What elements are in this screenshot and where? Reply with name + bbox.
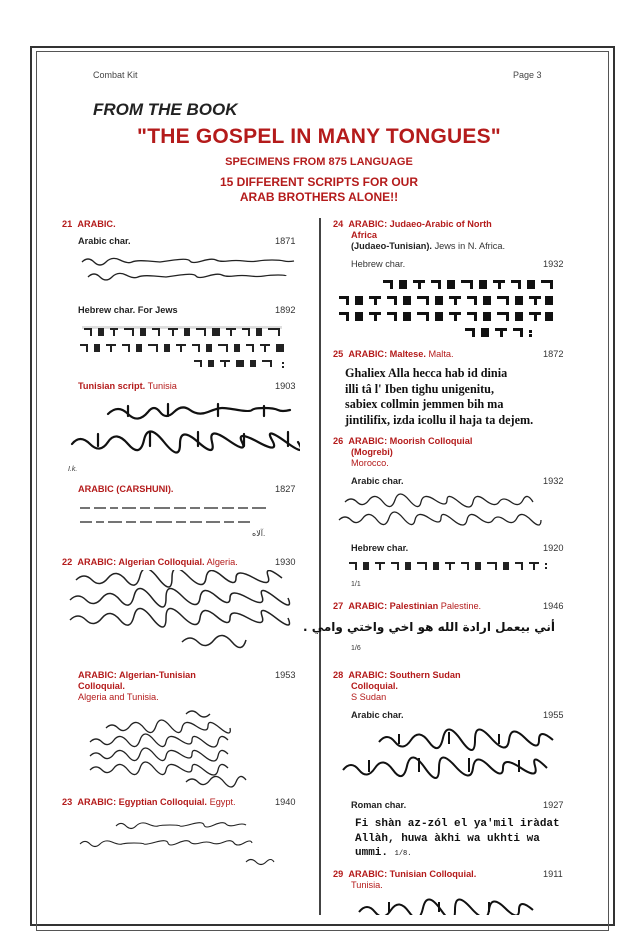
entry-27-heading [333, 601, 481, 612]
entry-21-script-2: Hebrew char. For Jews [78, 305, 178, 315]
entry-21-year-3: 1903 [275, 381, 296, 391]
subtitle-3: ARAB BROTHERS ALONE!! [239, 190, 399, 204]
egyptian-text-image [76, 816, 298, 872]
entry-26-script-2: Hebrew char. [351, 543, 409, 553]
entry-21-script-4: ARABIC (CARSHUNI). [78, 484, 174, 494]
entry-24-title-c: (Judaeo-Tunisian). [351, 241, 432, 251]
entry-27-title: ARABIC: Palestinian [348, 601, 439, 611]
entry-29-heading [333, 869, 476, 880]
tunisian-colloquial-text-image [349, 898, 549, 915]
entry-27-number: 27 [333, 601, 344, 611]
sudan-roman-text [355, 817, 560, 862]
entry-23-year: 1940 [275, 797, 296, 807]
sudan-roman-line-2: Allàh, huwa àkhi wa ukhti wa [355, 832, 540, 845]
entry-21-note-3: I.k. [68, 466, 78, 473]
palestinian-text: أني بيعمل ارادة الله هو اخي واختي وامي . [303, 620, 555, 634]
subtitle-2: 15 DIFFERENT SCRIPTS FOR OUR [219, 175, 419, 189]
entry-28-title-a: ARABIC: Southern Sudan [348, 670, 461, 680]
entry-21-year-2: 1892 [275, 305, 296, 315]
column-divider [319, 218, 321, 915]
entry-22-number: 22 [62, 557, 73, 567]
sudan-roman-line-3: ummi. [355, 847, 389, 859]
moorish-hebrew-text-image [345, 558, 557, 576]
entry-24-title-b: Africa [351, 230, 378, 240]
entry-25-location: Malta. [428, 349, 454, 359]
entry-28-script-1: Arabic char. [351, 710, 404, 720]
tunisian-script-image [68, 398, 300, 468]
entry-21-year-1: 1871 [275, 236, 296, 246]
entry-28-heading [333, 670, 461, 681]
carshuni-text-image [76, 500, 300, 530]
entry-26-title-b: (Mogrebi) [351, 447, 393, 457]
entry-26-note-2: 1/1 [351, 581, 361, 588]
entry-29-year: 1911 [543, 869, 563, 879]
arabic-text-image-21 [78, 253, 298, 283]
entry-22-sub-title-a: ARABIC: Algerian-Tunisian [78, 670, 196, 680]
entry-28-year-2: 1927 [543, 800, 564, 810]
entry-24-title-c-line [351, 241, 505, 252]
entry-25-title: ARABIC: Maltese. [348, 349, 426, 359]
entry-24-script-1: Hebrew char. [351, 259, 406, 269]
book-title: "THE GOSPEL IN MANY TONGUES" [137, 125, 501, 148]
header-left: Combat Kit [93, 70, 138, 80]
entry-28-number: 28 [333, 670, 344, 680]
header-right: Page 3 [513, 70, 542, 80]
entry-24-number: 24 [333, 219, 344, 229]
entry-26-heading [333, 436, 472, 447]
entry-22-year: 1930 [275, 557, 296, 567]
entry-26-year-1: 1932 [543, 476, 564, 486]
entry-28-note-2: 1/8. [394, 850, 412, 858]
entry-21-script-1: Arabic char. [78, 236, 131, 246]
maltese-line-2: illi tâ l' Iben tighu unigenitu, [345, 381, 494, 396]
algerian-text-image [66, 570, 302, 652]
entry-21-location-3: Tunisia [147, 381, 177, 391]
sudan-arabic-text-image [339, 726, 559, 786]
entry-24-year-1: 1932 [543, 259, 564, 269]
entry-22-sub-title-b: Colloquial. [78, 681, 125, 691]
moorish-arabic-text-image [335, 492, 557, 532]
entry-22-sub-year: 1953 [275, 670, 296, 680]
entry-29-title: ARABIC: Tunisian Colloquial. [348, 869, 477, 879]
entry-22-location: Algeria. [206, 557, 238, 567]
judaeo-arabic-text-image [335, 276, 557, 342]
entry-27-location: Palestine. [440, 601, 482, 611]
entry-23-heading [62, 797, 236, 808]
maltese-line-1: Ghaliex Alla hecca hab id dinia [345, 366, 508, 380]
entry-25-year: 1872 [543, 349, 564, 359]
entry-25-heading [333, 349, 454, 360]
entry-23-location: Egypt. [209, 797, 236, 807]
entry-26-script-1: Arabic char. [351, 476, 404, 486]
entry-21-title: ARABIC. [77, 219, 116, 229]
entry-23-title: ARABIC: Egyptian Colloquial. [77, 797, 207, 807]
entry-24-heading [333, 219, 492, 230]
entry-26-title-a: ARABIC: Moorish Colloquial [348, 436, 473, 446]
entry-28-year-1: 1955 [543, 710, 564, 720]
entry-26-number: 26 [333, 436, 344, 446]
entry-25-number: 25 [333, 349, 344, 359]
entry-22-heading [62, 557, 238, 568]
maltese-line-4: jintilifix, izda icollu il haja ta dejem. [345, 412, 534, 427]
entry-21-heading [62, 219, 116, 230]
entry-26-year-2: 1920 [543, 543, 564, 553]
entry-21-number: 21 [62, 219, 73, 229]
entry-24-location: Jews in N. Africa. [434, 241, 506, 251]
entry-28-title-b: Colloquial. [351, 681, 398, 691]
entry-23-number: 23 [62, 797, 73, 807]
entry-21-script-3: Tunisian script. [78, 381, 146, 391]
entry-21-year-4: 1827 [275, 484, 296, 494]
entry-26-location: Morocco. [351, 458, 389, 468]
algerian-tunisian-text-image [76, 708, 288, 788]
entry-29-number: 29 [333, 869, 344, 879]
entry-22-sub-location: Algeria and Tunisia. [78, 692, 159, 702]
entry-27-year: 1946 [543, 601, 564, 611]
maltese-text [345, 366, 533, 428]
sudan-roman-line-1: Fi shàn az-zól el ya'mil iràdat [355, 818, 560, 830]
entry-21-tail-4: آلاه. [252, 529, 266, 538]
subtitle-1: SPECIMENS FROM 875 LANGUAGE [225, 156, 413, 168]
entry-22-title: ARABIC: Algerian Colloquial. [77, 557, 205, 567]
hebrew-text-image-21 [76, 322, 300, 370]
from-the-book: FROM THE BOOK [93, 100, 238, 119]
entry-29-location: Tunisia. [351, 880, 383, 890]
entry-28-script-2: Roman char. [351, 800, 407, 810]
entry-21-script-3-line [78, 381, 177, 392]
entry-27-note: 1/6 [351, 645, 361, 652]
maltese-line-3: sabiex collmin jemmen bih ma [345, 397, 504, 411]
entry-24-title-a: ARABIC: Judaeo-Arabic of North [348, 219, 492, 229]
entry-28-location: S Sudan [351, 692, 387, 702]
